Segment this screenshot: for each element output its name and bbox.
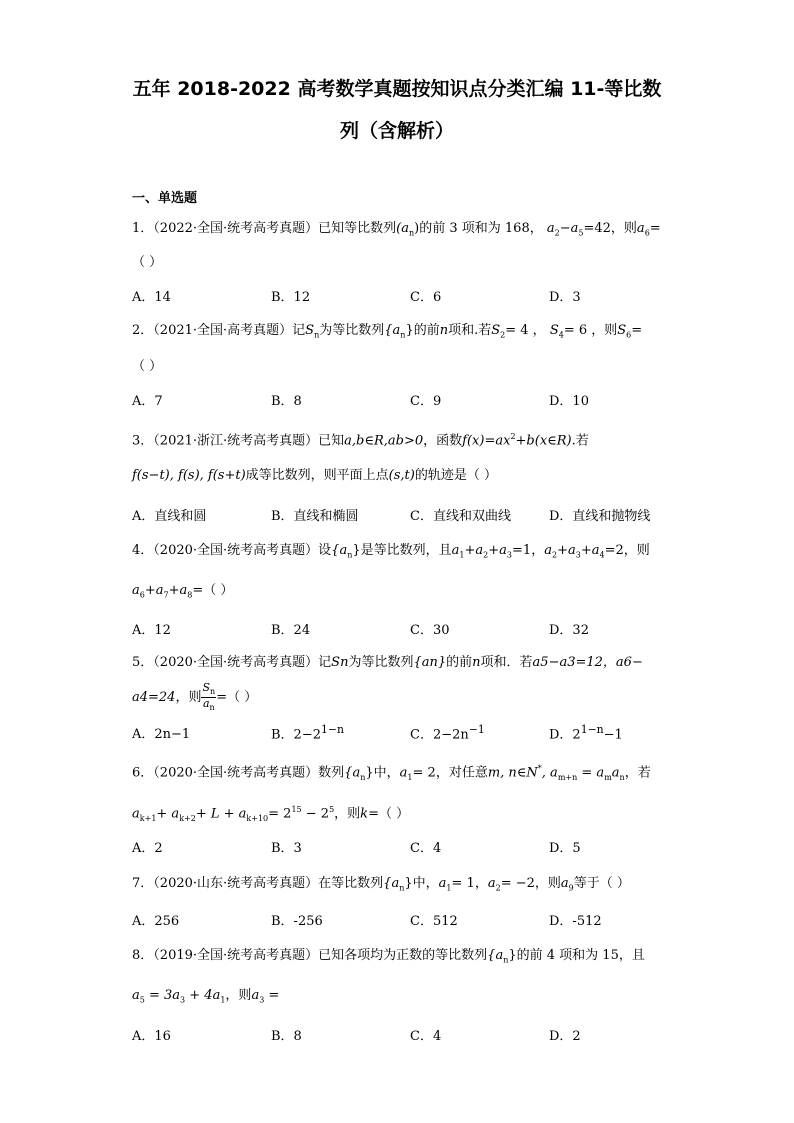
option-b[interactable]: B．12 <box>271 290 311 305</box>
document-title <box>60 68 734 152</box>
question-4-stem-cont: $a_6+a_7+a_8=$（ ） <box>132 583 234 600</box>
title-line-2: 列（含解析） <box>339 120 454 142</box>
section-heading: 一、单选题 <box>132 191 198 206</box>
option-a[interactable]: A．12 <box>132 623 171 638</box>
question-5-stem: 5．（2020·全国·统考高考真题）记Sn为等比数列{an}的前n项和．若a5−a3=12，a6− <box>132 655 643 670</box>
option-c[interactable]: C．4 <box>410 841 442 856</box>
option-d[interactable]: D．3 <box>549 290 581 305</box>
question-3-stem-cont: f(s−t), f(s), f(s+t)成等比数列，则平面上点(s,t)的轨迹是（ ） <box>132 468 497 483</box>
question-2-stem: 2．（2021·全国·高考真题）记$S_n$为等比数列$\{a_n\}$的前n项和.若$S_2= 4$ ， $S_4= 6$ ，则$S_6=$ <box>132 323 643 340</box>
question-8-stem-cont: $a_5 = 3a_3 + 4a_1$，则$a_3$ = <box>132 988 280 1005</box>
option-b[interactable]: B．8 <box>271 1029 302 1044</box>
question-3-stem: 3．（2021·浙江·统考高考真题）已知a,b∈R,ab>0，函数$f(x)=ax^2+b(x\in R)$.若 <box>132 432 589 449</box>
question-6-stem: 6．（2020·全国·统考高考真题）数列$\{a_n\}$中，$a_1= 2$，对任意m, n∈N*, $a_{m+n} = a_ma_n$，若 <box>132 764 651 782</box>
option-c[interactable]: C．4 <box>410 1029 442 1044</box>
option-c[interactable]: C．512 <box>410 914 458 929</box>
option-d[interactable]: D．10 <box>549 394 589 409</box>
option-b[interactable]: B．8 <box>271 394 302 409</box>
option-a[interactable]: A．2n−1 <box>132 727 191 742</box>
option-d[interactable]: D．32 <box>549 623 589 638</box>
option-a[interactable]: A．14 <box>132 290 171 305</box>
question-6-stem-cont: $a_{k+1}+ a_{k+2}+ L + a_{k+10}= 2^{15} - 2^5$，则k=（ ） <box>132 805 410 823</box>
question-4-stem: 4．（2020·全国·统考高考真题）设$\{a_n\}$是等比数列，且$a_1+a_2+a_3=1$，$a_2+a_3+a_4=2$，则 <box>132 543 650 560</box>
question-1-blank: （ ） <box>132 255 163 270</box>
option-d[interactable]: D．-512 <box>549 914 602 929</box>
option-b[interactable]: B．$2-2^{1-n}$ <box>271 723 344 743</box>
question-2-blank: （ ） <box>132 359 163 374</box>
option-b[interactable]: B．-256 <box>271 914 323 929</box>
question-7-stem: 7．（2020·山东·统考高考真题）在等比数列$\{a_n\}$中，$a_1= 1$，$a_2= -2$，则$a_9$等于（ ） <box>132 876 630 893</box>
option-c[interactable]: C．30 <box>410 623 450 638</box>
question-8-stem: 8．（2019·全国·统考高考真题）已知各项均为正数的等比数列$\{a_n\}$的前 4 项和为 15，且 <box>132 948 645 965</box>
option-a[interactable]: A．2 <box>132 841 163 856</box>
option-b[interactable]: B．3 <box>271 841 302 856</box>
option-d[interactable]: D．5 <box>549 841 581 856</box>
question-1-stem: 1．（2022·全国·统考高考真题）已知等比数列$(a_n)$的前 3 项和为 168， $a_2-a_5=42$，则$a_6=$ <box>132 221 661 238</box>
option-d[interactable]: D．2 <box>549 1029 581 1044</box>
option-b[interactable]: B．24 <box>271 623 311 638</box>
question-5-stem-cont: a4=24，则 $\frac{S_n}{a_n}$ =（ ） <box>132 681 258 713</box>
option-d[interactable]: D．$2^{1-n}-1$ <box>549 723 623 743</box>
option-a[interactable]: A．直线和圆 <box>132 509 207 524</box>
option-d[interactable]: D．直线和抛物线 <box>549 509 651 524</box>
option-c[interactable]: C．$2-2n^{-1}$ <box>410 723 485 743</box>
option-a[interactable]: A．256 <box>132 914 180 929</box>
option-a[interactable]: A．7 <box>132 394 163 409</box>
option-c[interactable]: C．直线和双曲线 <box>410 509 511 524</box>
option-a[interactable]: A．16 <box>132 1029 171 1044</box>
option-b[interactable]: B．直线和椭圆 <box>271 509 359 524</box>
fraction-sn-an: $\frac{S_n}{a_n}$ <box>202 681 216 713</box>
option-c[interactable]: C．9 <box>410 394 442 409</box>
option-c[interactable]: C．6 <box>410 290 442 305</box>
title-line-1: 五年 2018-2022 高考数学真题按知识点分类汇编 11-等比数 <box>132 78 662 100</box>
